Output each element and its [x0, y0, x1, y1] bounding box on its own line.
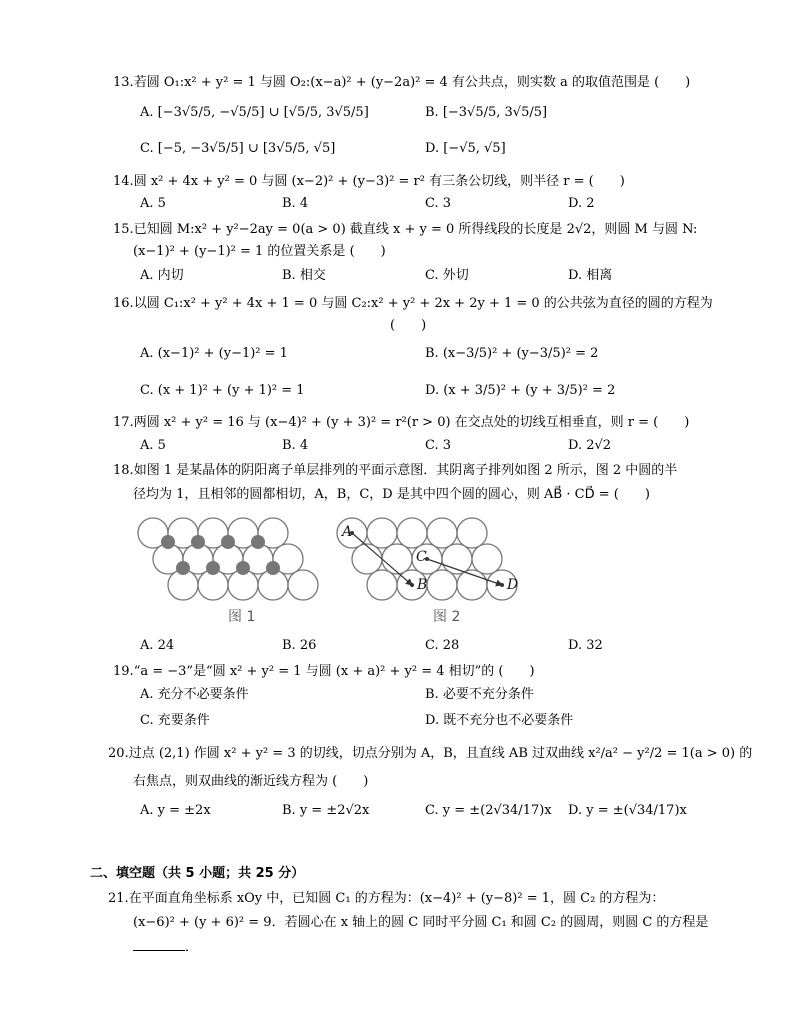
q19-option-b[interactable]: B. 必要不充分条件: [425, 687, 534, 702]
q16-option-a[interactable]: A. (x−1)² + (y−1)² = 1: [140, 346, 288, 361]
q13-option-a[interactable]: A. [−3√5/5, −√5/5] ∪ [√5/5, 3√5/5]: [140, 105, 369, 120]
figure-1-ion-layer: [133, 515, 333, 615]
q16-option-c[interactable]: C. (x + 1)² + (y + 1)² = 1: [140, 383, 305, 398]
q15-option-b[interactable]: B. 相交: [282, 268, 326, 283]
q16-option-b[interactable]: B. (x−3/5)² + (y−3/5)² = 2: [425, 346, 599, 361]
q15-option-d[interactable]: D. 相离: [568, 268, 613, 283]
q15-option-c[interactable]: C. 外切: [425, 268, 469, 283]
question-17-stem: 17.两圆 x² + y² = 16 与 (x−4)² + (y + 3)² = r²(r > 0) 在交点处的切线互相垂直，则 r = ( ): [113, 415, 690, 430]
question-21-stem-cont: (x−6)² + (y + 6)² = 9．若圆心在 x 轴上的圆 C 同时平分圆 C₁ 和圆 C₂ 的圆周，则圆 C 的方程是: [133, 915, 709, 930]
q18-option-c[interactable]: C. 28: [425, 638, 460, 653]
question-14-stem: 14.圆 x² + 4x + y² = 0 与圆 (x−2)² + (y−3)² = r² 有三条公切线，则半径 r = ( ): [113, 174, 625, 189]
q13-option-b[interactable]: B. [−3√5/5, 3√5/5]: [425, 105, 548, 120]
figure-1-caption: 图 1: [228, 609, 256, 625]
question-18-stem: 18.如图 1 是某晶体的阴阳离子单层排列的平面示意图．其阴离子排列如图 2 所示，图 2 中圆的半: [113, 463, 678, 478]
q14-option-b[interactable]: B. 4: [282, 196, 309, 211]
q19-option-a[interactable]: A. 充分不必要条件: [140, 687, 249, 702]
section-2-heading: 二、填空题（共 5 小题；共 25 分）: [90, 866, 305, 881]
point-b-label: B: [417, 577, 428, 593]
q13-option-c[interactable]: C. [−5, −3√5/5] ∪ [3√5/5, √5]: [140, 141, 336, 156]
q18-option-d[interactable]: D. 32: [568, 638, 603, 653]
q20-option-a[interactable]: A. y = ±2x: [140, 803, 211, 818]
answer-blank[interactable]: [133, 938, 185, 951]
q17-option-c[interactable]: C. 3: [425, 438, 452, 453]
q15-option-a[interactable]: A. 内切: [140, 268, 184, 283]
question-16-stem: 16.以圆 C₁:x² + y² + 4x + 1 = 0 与圆 C₂:x² + y² + 2x + 2y + 1 = 0 的公共弦为直径的圆的方程为: [113, 296, 713, 311]
q19-option-d[interactable]: D. 既不充分也不必要条件: [425, 713, 574, 728]
question-21-stem: 21.在平面直角坐标系 xOy 中，已知圆 C₁ 的方程为：(x−4)² + (y−8)² = 1，圆 C₂ 的方程为：: [108, 891, 665, 906]
question-20-stem-cont: 右焦点，则双曲线的渐近线方程为 ( ): [133, 774, 369, 789]
q14-option-a[interactable]: A. 5: [140, 196, 166, 211]
figure-2-anion-layer: [332, 515, 542, 615]
q14-option-c[interactable]: C. 3: [425, 196, 452, 211]
q20-option-d[interactable]: D. y = ±(√34/17)x: [568, 803, 687, 818]
question-19-stem: 19.“a = −3”是“圆 x² + y² = 1 与圆 (x + a)² + y² = 4 相切”的 ( ): [113, 664, 535, 679]
q20-option-b[interactable]: B. y = ±2√2x: [282, 803, 370, 818]
point-c-label: C: [416, 549, 427, 565]
question-15-stem-cont: (x−1)² + (y−1)² = 1 的位置关系是 ( ): [133, 244, 386, 259]
q13-option-d[interactable]: D. [−√5, √5]: [425, 141, 506, 156]
question-18-stem-cont: 径均为 1，且相邻的圆都相切，A，B，C，D 是其中四个圆的圆心，则 AB⃗ · CD⃗ = ( ): [133, 487, 650, 502]
question-21-answer-line[interactable]: ．: [133, 938, 198, 957]
question-16-stem-cont: ( ): [390, 318, 427, 333]
point-d-label: D: [507, 577, 519, 593]
question-20-stem: 20.过点 (2,1) 作圆 x² + y² = 3 的切线，切点分别为 A，B，且直线 AB 过双曲线 x²/a² − y²/2 = 1(a > 0) 的: [108, 746, 753, 761]
question-13-stem: 13.若圆 O₁:x² + y² = 1 与圆 O₂:(x−a)² + (y−2a)² = 4 有公共点，则实数 a 的取值范围是 ( ): [113, 75, 691, 90]
point-a-label: A: [342, 524, 353, 540]
q17-option-a[interactable]: A. 5: [140, 438, 166, 453]
q20-option-c[interactable]: C. y = ±(2√34/17)x: [425, 803, 552, 818]
q14-option-d[interactable]: D. 2: [568, 196, 595, 211]
figure-2-caption: 图 2: [433, 609, 461, 625]
q16-option-d[interactable]: D. (x + 3/5)² + (y + 3/5)² = 2: [425, 383, 616, 398]
q18-option-b[interactable]: B. 26: [282, 638, 317, 653]
q17-option-b[interactable]: B. 4: [282, 438, 309, 453]
q19-option-c[interactable]: C. 充要条件: [140, 713, 210, 728]
q18-option-a[interactable]: A. 24: [140, 638, 175, 653]
question-15-stem: 15.已知圆 M:x² + y²−2ay = 0(a > 0) 截直线 x + y = 0 所得线段的长度是 2√2，则圆 M 与圆 N:: [113, 222, 698, 237]
q17-option-d[interactable]: D. 2√2: [568, 438, 612, 453]
